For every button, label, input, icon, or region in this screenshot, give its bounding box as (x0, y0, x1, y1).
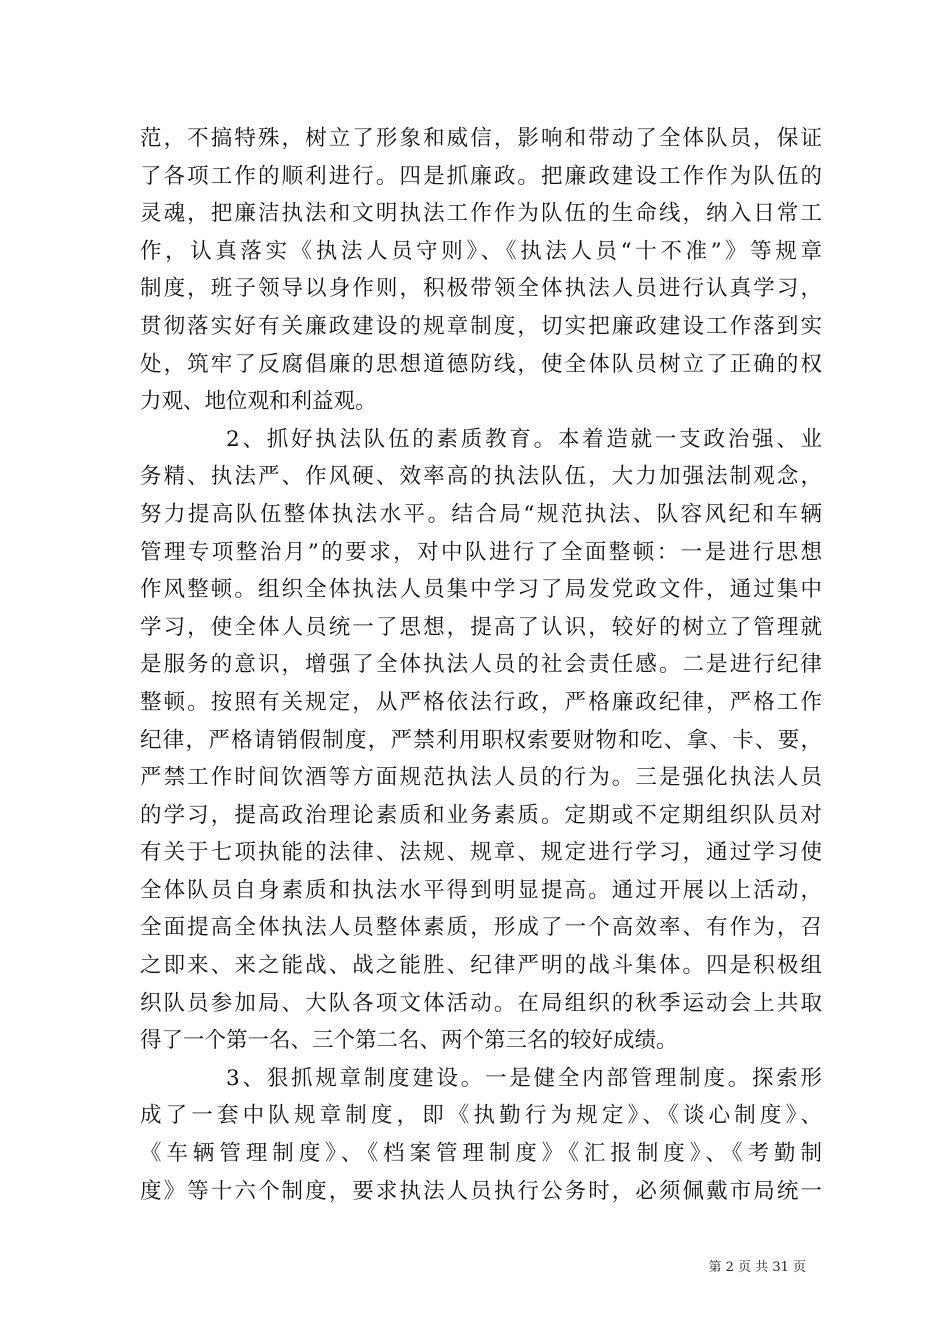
page-number: 第 2 页 共 31 页 (708, 1260, 806, 1275)
text-line: 处，筑牢了反腐倡廉的思想道德防线，使全体队员树立了正确的权 (140, 351, 822, 377)
text-line: 成了一套中队规章制度，即《执勤行为规定》、《谈心制度》、 (140, 1103, 822, 1129)
text-line: 严禁工作时间饮酒等方面规范执法人员的行为。三是强化执法人员 (140, 765, 822, 791)
text-line: 学习，使全体人员统一了思想，提高了认识，较好的树立了管理就 (140, 614, 822, 640)
text-line: 全面提高全体执法人员整体素质，形成了一个高效率、有作为，召 (140, 915, 822, 941)
document-body (140, 120, 822, 1210)
text-line: 务精、执法严、作风硬、效率高的执法队伍，大力加强法制观念， (140, 464, 822, 490)
text-line: 了各项工作的顺利进行。四是抓廉政。把廉政建设工作作为队伍的 (140, 163, 822, 189)
text-line: 3、狠抓规章制度建设。一是健全内部管理制度。探索形 (226, 1065, 822, 1091)
text-line: 的学习，提高政治理论素质和业务素质。定期或不定期组织队员对 (140, 802, 822, 828)
text-line: 努力提高队伍整体执法水平。结合局“规范执法、队容风纪和车辆 (140, 501, 822, 527)
text-line: 整顿。按照有关规定，从严格依法行政，严格廉政纪律，严格工作 (140, 689, 822, 715)
text-line: 管理专项整治月”的要求，对中队进行了全面整顿：一是进行思想 (140, 539, 822, 565)
text-line: 纪律，严格请销假制度，严禁利用职权索要财物和吃、拿、卡、要， (140, 727, 822, 753)
text-line: 《车辆管理制度》、《档案管理制度》《汇报制度》、《考勤制 (140, 1141, 822, 1167)
text-line: 2、抓好执法队伍的素质教育。本着造就一支政治强、业 (226, 426, 822, 452)
text-line: 之即来、来之能战、战之能胜、纪律严明的战斗集体。四是积极组 (140, 953, 822, 979)
text-line: 度》等十六个制度，要求执法人员执行公务时，必须佩戴市局统一 (140, 1178, 822, 1204)
text-line: 力观、地位观和利益观。 (140, 389, 377, 415)
text-line: 制度，班子领导以身作则，积极带领全体执法人员进行认真学习， (140, 276, 822, 302)
text-line: 是服务的意识，增强了全体执法人员的社会责任感。二是进行纪律 (140, 652, 822, 678)
text-line: 全体队员自身素质和执法水平得到明显提高。通过开展以上活动， (140, 877, 822, 903)
text-line: 得了一个第一名、三个第二名、两个第三名的较好成绩。 (140, 1028, 678, 1054)
text-line: 作风整顿。组织全体执法人员集中学习了局发党政文件，通过集中 (140, 577, 822, 603)
text-line: 作，认真落实《执法人员守则》、《执法人员“十不准”》等规章 (140, 238, 822, 264)
text-line: 灵魂，把廉洁执法和文明执法工作作为队伍的生命线，纳入日常工 (140, 201, 822, 227)
text-line: 织队员参加局、大队各项文体活动。在局组织的秋季运动会上共取 (140, 990, 822, 1016)
text-line: 贯彻落实好有关廉政建设的规章制度，切实把廉政建设工作落到实 (140, 313, 822, 339)
text-line: 有关于七项执能的法律、法规、规章、规定进行学习，通过学习使 (140, 840, 822, 866)
text-line: 范，不搞特殊，树立了形象和威信，影响和带动了全体队员，保证 (140, 126, 822, 151)
